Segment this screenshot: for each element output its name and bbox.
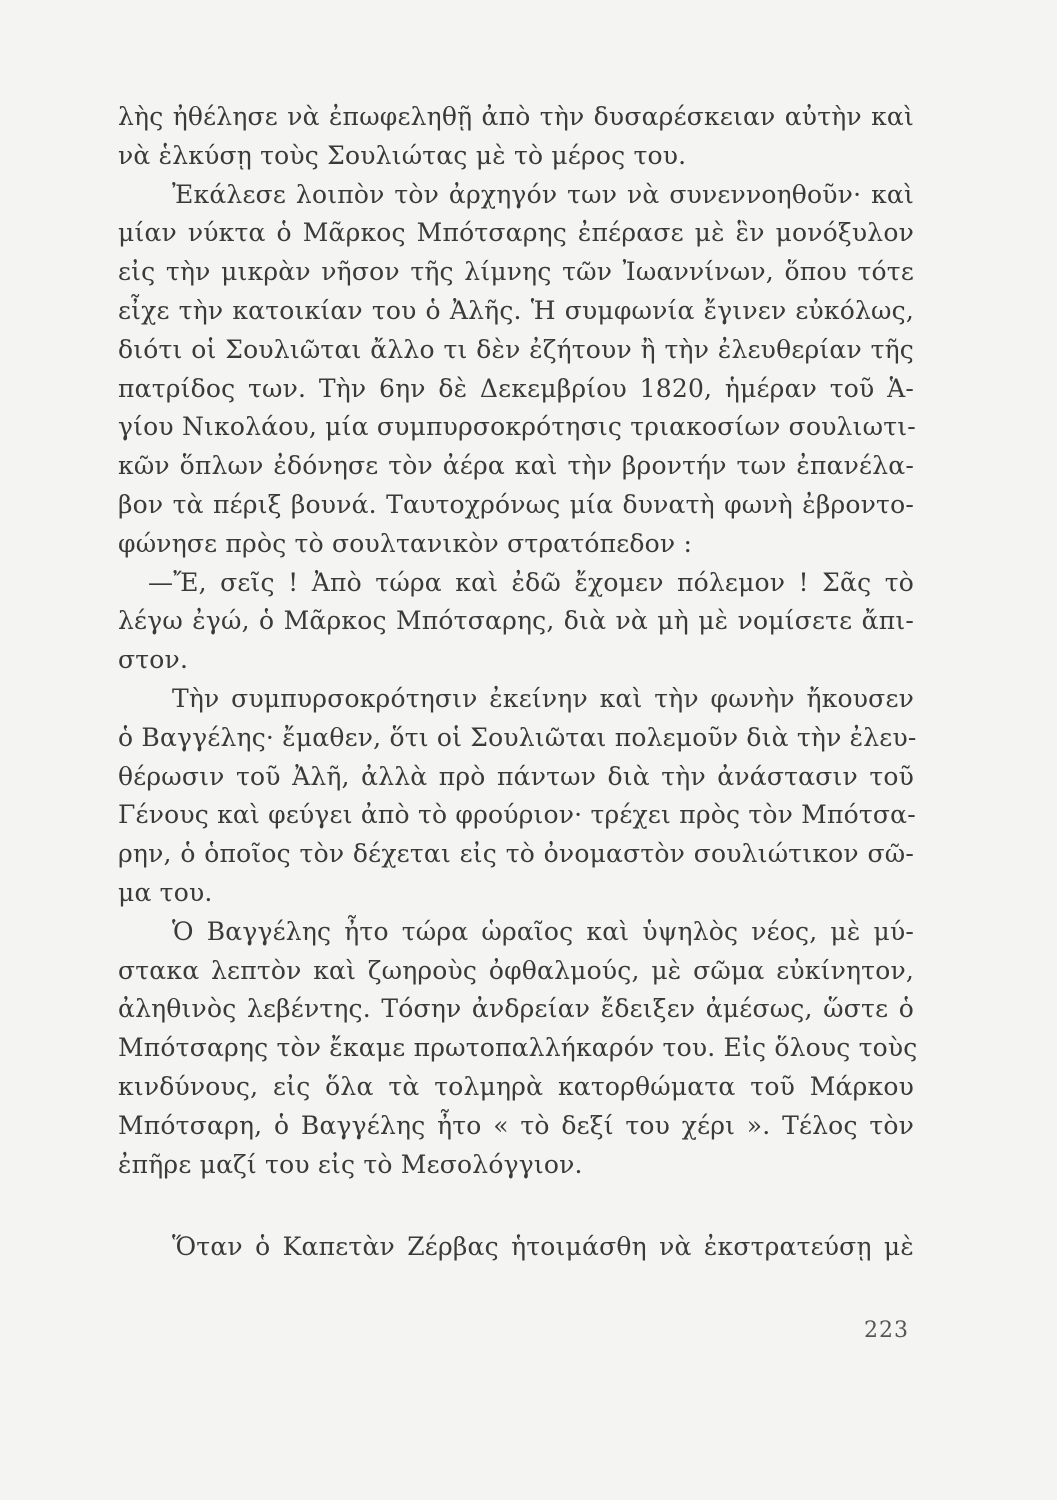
paragraph-start-line: Ὅταν ὁ Καπετὰν Ζέρβας ἡτοιμάσθη νὰ ἐκστρατεύσῃ μὲ <box>172 1232 914 1262</box>
text-line: λὴς ἠθέλησε νὰ ἐπωφεληθῇ ἀπὸ τὴν δυσαρέσκειαν αὐτὴν καὶ <box>118 102 914 131</box>
section-gap <box>118 1184 914 1228</box>
text-line: Μπότσαρη, ὁ Βαγγέλης ἦτο « τὸ δεξί του χέρι ». Τέλος τὸν <box>118 1110 914 1140</box>
text-line: ἀληθινὸς λεβέντης. Τόσην ἀνδρείαν ἔδειξεν ἀμέσως, ὥστε ὁ <box>118 994 914 1024</box>
text-line: κῶν ὅπλων ἐδόνησε τὸν ἀέρα καὶ τὴν βροντήν των ἐπανέλα- <box>118 451 914 481</box>
text-line: ὁ Βαγγέλης· ἔμαθεν, ὅτι οἱ Σουλιῶται πολεμοῦν διὰ τὴν ἐλευ- <box>118 722 917 752</box>
text-line: μίαν νύκτα ὁ Μᾶρκος Μπότσαρης ἐπέρασε μὲ ἓν μονόξυλον <box>118 218 914 248</box>
text-line: νὰ ἑλκύσῃ τοὺς Σουλιώτας μὲ τὸ μέρος του. <box>118 140 687 170</box>
body-text <box>118 98 918 1267</box>
text-line: γίου Νικολάου, μία συμπυρσοκρότησις τριακοσίων σουλιωτι- <box>118 412 916 442</box>
dialogue-line: —Ἔ, σεῖς ! Ἀπὸ τώρα καὶ ἐδῶ ἔχομεν πόλεμον ! Σᾶς τὸ <box>148 567 914 597</box>
text-line: διότι οἱ Σουλιῶται ἄλλο τι δὲν ἐζήτουν ἢ τὴν ἐλευθερίαν τῆς <box>118 334 914 364</box>
text-line: πατρίδος των. Τὴν 6ην δὲ Δεκεμβρίου 1820, ἡμέραν τοῦ Ἁ- <box>118 373 914 403</box>
text-line: φώνησε πρὸς τὸ σουλτανικὸν στρατόπεδον : <box>118 528 693 558</box>
text-line: βον τὰ πέριξ βουνά. Ταυτοχρόνως μία δυνατὴ φωνὴ ἐβροντο- <box>118 489 914 519</box>
text-line: μα του. <box>118 877 213 907</box>
text-line: κινδύνους, εἰς ὅλα τὰ τολμηρὰ κατορθώματα τοῦ Μάρκου <box>118 1071 914 1101</box>
text-line: ἐπῆρε μαζί του εἰς τὸ Μεσολόγγιον. <box>118 1149 583 1179</box>
text-line: θέρωσιν τοῦ Ἀλῆ, ἀλλὰ πρὸ πάντων διὰ τὴν ἀνάστασιν τοῦ <box>118 761 914 791</box>
text-line: εἰς τὴν μικρὰν νῆσον τῆς λίμνης τῶν Ἰωαννίνων, ὅπου τότε <box>118 257 914 287</box>
text-line: στακα λεπτὸν καὶ ζωηροὺς ὀφθαλμούς, μὲ σῶμα εὐκίνητον, <box>118 955 914 985</box>
text-line: Γένους καὶ φεύγει ἀπὸ τὸ φρούριον· τρέχει πρὸς τὸν Μπότσα- <box>118 800 916 830</box>
text-line: Μπότσαρης τὸν ἔκαμε πρωτοπαλλήκαρόν του. Εἰς ὅλους τοὺς <box>118 1033 918 1063</box>
text-line: ρην, ὁ ὁποῖος τὸν δέχεται εἰς τὸ ὀνομαστὸν σουλιώτικον σῶ- <box>118 839 914 869</box>
paragraph-start-line: Ἐκάλεσε λοιπὸν τὸν ἀρχηγόν των νὰ συνεννοηθοῦν· καὶ <box>172 179 914 209</box>
paragraph-start-line: Τὴν συμπυρσοκρότησιν ἐκείνην καὶ τὴν φωνὴν ἤκουσεν <box>172 683 914 713</box>
text-line: εἶχε τὴν κατοικίαν του ὁ Ἀλῆς. Ἡ συμφωνία ἔγινεν εὐκόλως, <box>118 295 914 325</box>
paragraph-start-line: Ὁ Βαγγέλης ἦτο τώρα ὡραῖος καὶ ὑψηλὸς νέος, μὲ μύ- <box>172 916 914 946</box>
text-line: στον. <box>118 645 189 675</box>
text-line: λέγω ἐγώ, ὁ Μᾶρκος Μπότσαρης, διὰ νὰ μὴ μὲ νομίσετε ἄπι- <box>118 606 914 636</box>
page-number: 223 <box>864 1318 909 1343</box>
